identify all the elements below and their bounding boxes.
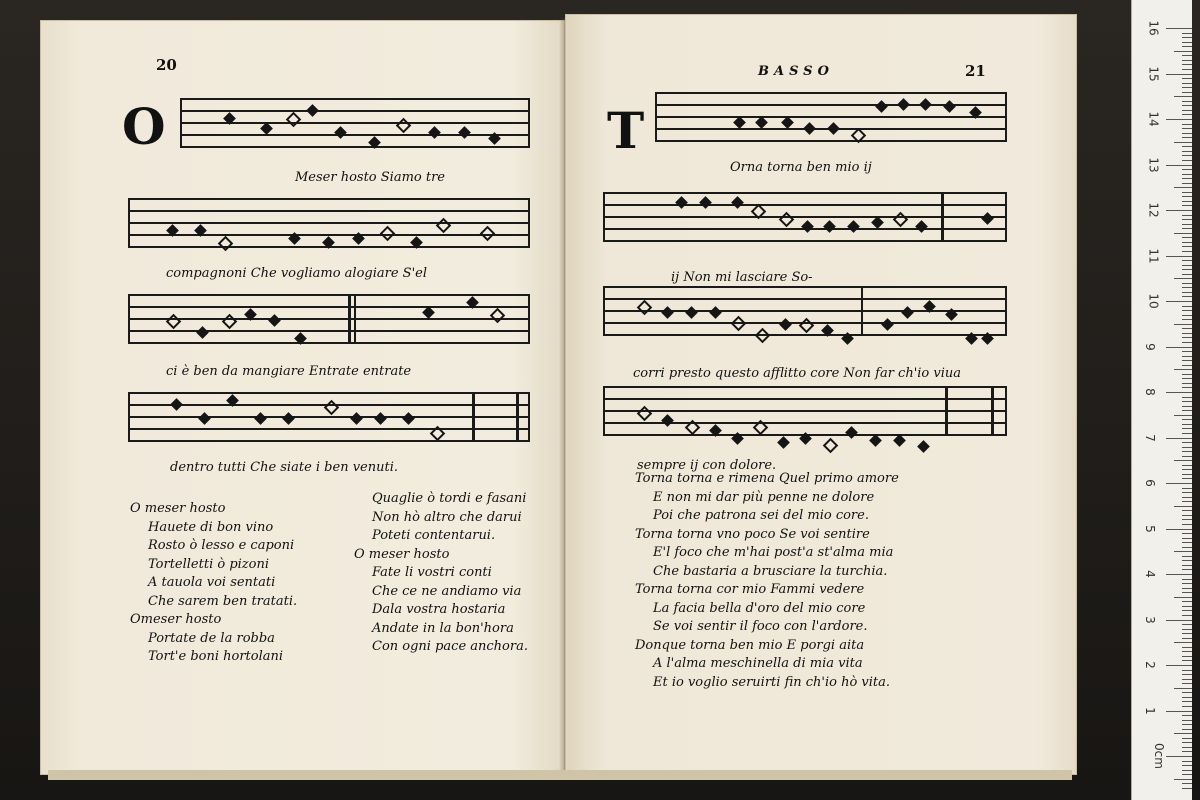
ruler-number: 4 [1142, 570, 1157, 578]
ruler-tick [1182, 306, 1192, 307]
ruler-tick [1182, 583, 1192, 584]
ruler-tick [1182, 497, 1192, 498]
ruler-tick [1174, 96, 1192, 97]
verse-line: Con ogni pace anchora. [372, 639, 528, 654]
ruler-tick [1182, 774, 1192, 775]
ruler-tick [1166, 347, 1192, 348]
ruler-tick [1182, 615, 1192, 616]
verse-line: O meser hosto [130, 501, 226, 516]
ruler-tick [1182, 610, 1192, 611]
verse-line: Portate de la robba [148, 630, 275, 646]
ruler-tick [1182, 219, 1192, 220]
ruler-tick [1182, 342, 1192, 343]
ruler-tick [1182, 683, 1192, 684]
ruler-tick [1182, 428, 1192, 429]
ruler-tick [1182, 715, 1192, 716]
ruler-tick [1182, 105, 1192, 106]
ruler-tick [1182, 351, 1192, 352]
lyric-line: sempre ij con dolore. [637, 458, 777, 473]
ruler-number: 7 [1142, 433, 1157, 442]
ruler-tick [1182, 201, 1192, 202]
verse-line: E'l foco che m'hai post'a st'alma mia [653, 545, 894, 560]
ruler-number: 1 [1142, 706, 1157, 715]
ruler-tick [1182, 592, 1192, 593]
ruler-tick [1182, 670, 1192, 671]
verse-line: O meser hosto [354, 546, 450, 562]
ruler-tick [1182, 169, 1192, 170]
ruler-number: 12 [1146, 202, 1161, 218]
ruler-tick [1182, 333, 1192, 334]
ruler-tick [1182, 315, 1192, 316]
ruler-tick [1182, 274, 1192, 275]
measuring-ruler [1131, 0, 1192, 800]
verse-line: Poi che patrona sei del mio core. [653, 508, 869, 523]
verse-line: Fate li vostri conti [372, 565, 492, 580]
ruler-tick [1166, 438, 1192, 439]
ruler-tick [1174, 51, 1192, 52]
ruler-tick [1182, 492, 1192, 493]
verse-line: Poteti contentarui. [372, 528, 496, 543]
ruler-tick [1182, 765, 1192, 766]
ruler-tick [1182, 146, 1192, 147]
ruler-number: 2 [1142, 661, 1157, 669]
ruler-tick [1182, 251, 1192, 252]
lyric-line: compagnoni Che vogliamo alogiare S'el [166, 266, 428, 281]
ruler-tick [1182, 701, 1192, 702]
ruler-tick [1182, 451, 1192, 452]
music-staff [603, 386, 1007, 436]
verse-line: Non hò altro che darui [372, 509, 522, 525]
ruler-tick [1174, 460, 1192, 461]
ruler-tick [1182, 69, 1192, 70]
ruler-tick [1182, 433, 1192, 434]
verse-line: Tortelletti ò pizoni [148, 556, 270, 572]
music-staff [603, 192, 1007, 242]
ruler-tick [1182, 205, 1192, 206]
ruler-tick [1166, 119, 1192, 120]
ruler-tick [1182, 588, 1192, 589]
verse-line: Hauete di bon vino [148, 519, 274, 535]
ruler-tick [1182, 679, 1192, 680]
page-number: 21 [965, 62, 986, 80]
ruler-tick [1174, 642, 1192, 643]
decorated-initial: T [607, 101, 645, 160]
ruler-tick [1182, 419, 1192, 420]
ruler-tick [1182, 260, 1192, 261]
ruler-tick [1182, 660, 1192, 661]
ruler-tick [1182, 569, 1192, 570]
ruler-tick [1182, 706, 1192, 707]
ruler-tick [1182, 378, 1192, 379]
ruler-tick [1182, 788, 1192, 789]
lyric-line: corri presto questo afflitto core Non far ch'io viua [633, 366, 962, 381]
ruler-tick [1182, 133, 1192, 134]
ruler-tick [1182, 42, 1192, 43]
ruler-tick [1182, 246, 1192, 247]
ruler-tick [1182, 770, 1192, 771]
ruler-tick [1182, 356, 1192, 357]
ruler-tick [1182, 37, 1192, 38]
right-page [565, 14, 1077, 775]
ruler-tick [1182, 92, 1192, 93]
ruler-tick [1182, 310, 1192, 311]
ruler-number: 5 [1142, 524, 1157, 533]
verse-line: Rosto ò lesso e caponi [148, 538, 295, 553]
ruler-tick [1166, 483, 1192, 484]
ruler-tick [1182, 515, 1192, 516]
ruler-tick [1174, 733, 1192, 734]
ruler-tick [1182, 87, 1192, 88]
music-staff [603, 286, 1007, 336]
ruler-tick [1166, 301, 1192, 302]
ruler-tick [1182, 488, 1192, 489]
ruler-number: 8 [1142, 388, 1157, 396]
ruler-tick [1182, 196, 1192, 197]
ruler-tick [1174, 688, 1192, 689]
ruler-number: 0cm [1151, 743, 1166, 769]
verse-line: Torna torna cor mio Fammi vedere [635, 582, 865, 597]
ruler-number: 13 [1146, 156, 1161, 173]
ruler-tick [1182, 387, 1192, 388]
ruler-tick [1182, 424, 1192, 425]
ruler-tick [1166, 620, 1192, 621]
ruler-tick [1182, 292, 1192, 293]
ruler-tick [1182, 761, 1192, 762]
verse-line: La facia bella d'oro del mio core [653, 600, 866, 616]
ruler-tick [1182, 510, 1192, 511]
verse-line: Omeser hosto [130, 612, 222, 627]
ruler-tick [1182, 469, 1192, 470]
ruler-number: 9 [1142, 342, 1157, 351]
ruler-tick [1182, 128, 1192, 129]
music-staff [655, 92, 1007, 142]
ruler-tick [1182, 533, 1192, 534]
ruler-number: 10 [1146, 293, 1161, 309]
ruler-tick [1182, 674, 1192, 675]
ruler-tick [1182, 296, 1192, 297]
verse-line: Che sarem ben tratati. [148, 593, 298, 609]
lyric-line: ij Non mi lasciare So- [671, 270, 813, 285]
ruler-tick [1182, 638, 1192, 639]
ruler-tick [1166, 665, 1192, 666]
ruler-tick [1182, 160, 1192, 161]
ruler-tick [1182, 228, 1192, 229]
ruler-tick [1166, 256, 1192, 257]
ruler-tick [1182, 78, 1192, 79]
ruler-tick [1182, 137, 1192, 138]
ruler-tick [1182, 783, 1192, 784]
ruler-tick [1182, 319, 1192, 320]
ruler-tick [1182, 60, 1192, 61]
music-staff [180, 98, 530, 148]
lyric-line: Meser hosto Siamo tre [295, 170, 446, 185]
ruler-tick [1174, 187, 1192, 188]
verse-line: Torna torna e rimena Quel primo amore [635, 471, 899, 486]
ruler-tick [1182, 738, 1192, 739]
ruler-tick [1182, 83, 1192, 84]
ruler-tick [1166, 574, 1192, 575]
ruler-tick [1182, 374, 1192, 375]
ruler-tick [1182, 524, 1192, 525]
ruler-tick [1182, 110, 1192, 111]
ruler-tick [1182, 633, 1192, 634]
verse-line: Dala vostra hostaria [372, 602, 506, 617]
ruler-number: 16 [1146, 20, 1161, 36]
ruler-tick [1182, 401, 1192, 402]
running-head: BASSO [758, 64, 834, 79]
verse-line: E non mi dar più penne ne dolore [653, 489, 875, 505]
ruler-tick [1182, 542, 1192, 543]
ruler-tick [1182, 729, 1192, 730]
ruler-tick [1182, 237, 1192, 238]
ruler-tick [1182, 33, 1192, 34]
ruler-tick [1174, 142, 1192, 143]
ruler-tick [1182, 442, 1192, 443]
ruler-tick [1182, 406, 1192, 407]
ruler-tick [1182, 178, 1192, 179]
verse-line: Andate in la bon'hora [372, 620, 514, 636]
verse-line: Che ce ne andiamo via [372, 583, 522, 599]
verse-line: Tort'e boni hortolani [148, 649, 284, 664]
ruler-tick [1166, 392, 1192, 393]
ruler-tick [1182, 151, 1192, 152]
ruler-tick [1182, 601, 1192, 602]
lyric-line: ci è ben da mangiare Entrate entrate [166, 364, 412, 379]
ruler-tick [1182, 456, 1192, 457]
decorated-initial: O [122, 97, 166, 156]
verse-column [635, 470, 899, 692]
ruler-tick [1166, 74, 1192, 75]
ruler-number: 6 [1142, 479, 1157, 487]
ruler-tick [1174, 506, 1192, 507]
verse-column [130, 500, 297, 667]
ruler-tick [1182, 215, 1192, 216]
ruler-tick [1182, 651, 1192, 652]
ruler-tick [1182, 174, 1192, 175]
ruler-tick [1182, 624, 1192, 625]
ruler-tick [1182, 265, 1192, 266]
ruler-tick [1182, 46, 1192, 47]
ruler-tick [1182, 155, 1192, 156]
ruler-tick [1182, 328, 1192, 329]
lyric-line: dentro tutti Che siate i ben venuti. [170, 460, 399, 475]
ruler-tick [1182, 647, 1192, 648]
verse-line: Se voi sentir il foco con l'ardore. [653, 619, 868, 634]
ruler-tick [1182, 465, 1192, 466]
ruler-tick [1182, 556, 1192, 557]
ruler-tick [1182, 629, 1192, 630]
ruler-tick [1174, 278, 1192, 279]
verse-line: Torna torna vno poco Se voi sentire [635, 526, 870, 542]
ruler-tick [1182, 283, 1192, 284]
lyric-line: Orna torna ben mio ij [730, 160, 872, 175]
ruler-tick [1182, 697, 1192, 698]
ruler-tick [1182, 538, 1192, 539]
ruler-tick [1174, 779, 1192, 780]
verse-line: Et io voglio seruirti fin ch'io hò vita. [653, 674, 891, 690]
ruler-tick [1182, 242, 1192, 243]
ruler-tick [1182, 397, 1192, 398]
ruler-tick [1182, 360, 1192, 361]
ruler-tick [1182, 747, 1192, 748]
ruler-tick [1182, 101, 1192, 102]
ruler-tick [1182, 447, 1192, 448]
ruler-tick [1166, 711, 1192, 712]
ruler-tick [1182, 692, 1192, 693]
ruler-tick [1182, 224, 1192, 225]
ruler-tick [1182, 501, 1192, 502]
ruler-tick [1182, 287, 1192, 288]
ruler-tick [1182, 519, 1192, 520]
ruler-number: 11 [1146, 247, 1161, 264]
verse-line: Che bastaria a brusciare la turchia. [653, 563, 888, 579]
ruler-tick [1166, 756, 1192, 757]
ruler-tick [1182, 55, 1192, 56]
page-number: 20 [156, 56, 177, 74]
ruler-tick [1182, 183, 1192, 184]
verse-column [354, 490, 528, 657]
ruler-number: 14 [1146, 111, 1161, 127]
ruler-tick [1182, 64, 1192, 65]
verse-line: A tauola voi sentati [148, 575, 276, 590]
ruler-tick [1174, 415, 1192, 416]
ruler-tick [1182, 114, 1192, 115]
ruler-tick [1174, 597, 1192, 598]
ruler-tick [1182, 547, 1192, 548]
book-edge [48, 770, 1072, 780]
ruler-tick [1182, 383, 1192, 384]
verse-line: A l'alma meschinella di mia vita [653, 656, 863, 671]
ruler-tick [1182, 560, 1192, 561]
ruler-tick [1182, 579, 1192, 580]
ruler-tick [1166, 28, 1192, 29]
ruler-tick [1174, 369, 1192, 370]
ruler-tick [1182, 720, 1192, 721]
ruler-tick [1182, 337, 1192, 338]
ruler-tick [1166, 529, 1192, 530]
ruler-number: 3 [1142, 615, 1157, 624]
ruler-tick [1174, 551, 1192, 552]
ruler-tick [1182, 656, 1192, 657]
ruler-tick [1166, 165, 1192, 166]
ruler-tick [1182, 565, 1192, 566]
ruler-tick [1182, 269, 1192, 270]
ruler-tick [1182, 751, 1192, 752]
verse-line: Quaglie ò tordi e fasani [372, 491, 527, 506]
left-page [40, 20, 565, 775]
ruler-tick [1182, 478, 1192, 479]
ruler-tick [1166, 210, 1192, 211]
ruler-tick [1182, 742, 1192, 743]
ruler-tick [1182, 192, 1192, 193]
ruler-tick [1182, 606, 1192, 607]
verse-line: Donque torna ben mio E porgi aita [635, 637, 865, 653]
ruler-tick [1182, 474, 1192, 475]
ruler-tick [1182, 410, 1192, 411]
music-staff [128, 198, 530, 248]
ruler-tick [1174, 324, 1192, 325]
ruler-number: 15 [1146, 65, 1161, 82]
music-staff [128, 294, 530, 344]
ruler-tick [1174, 233, 1192, 234]
ruler-tick [1182, 365, 1192, 366]
ruler-tick [1182, 724, 1192, 725]
music-staff [128, 392, 530, 442]
ruler-tick [1182, 124, 1192, 125]
